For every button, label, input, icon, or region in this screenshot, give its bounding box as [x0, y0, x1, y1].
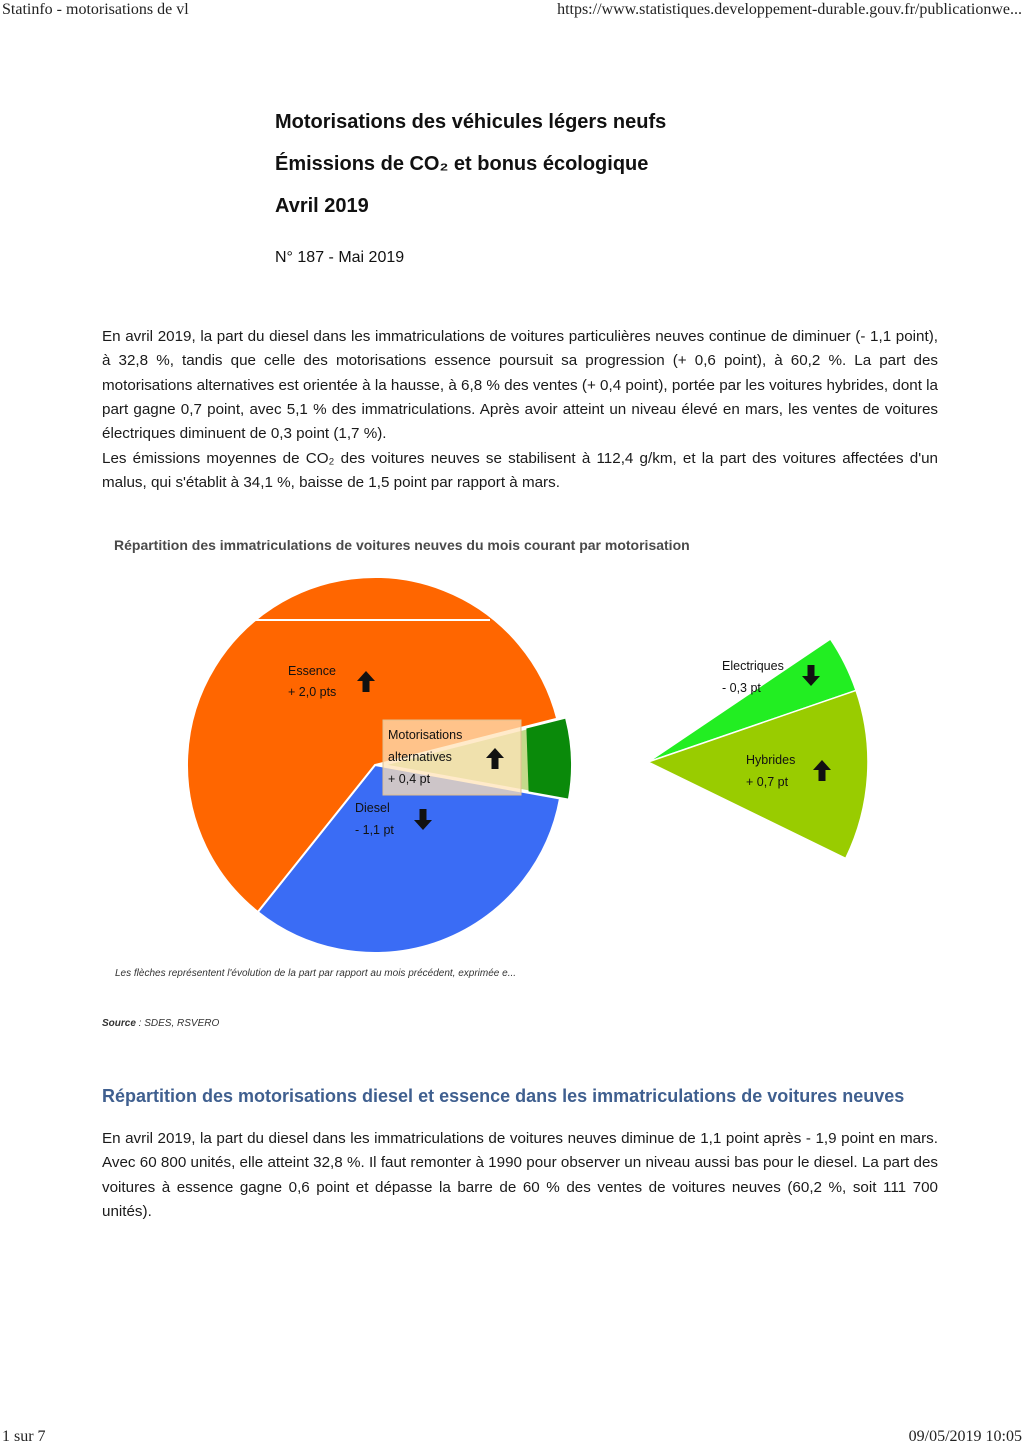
section-paragraph: En avril 2019, la part du diesel dans les immatriculations de voitures neuves diminue de 1,1 point après - 1,9 point en mars. Avec 60 800 unités, elle atteint 32,8 %. Il faut remonter à 1990 pour observer un niveau aussi bas pour le diesel. La part des voitures à essence gagne 0,6 point et dépasse la barre de 60 % des ventes de voitures neuves (60,2 %, soit 111 700 unités).	[102, 1130, 938, 1220]
print-header-title: Statinfo - motorisations de vl	[2, 1, 189, 18]
section-heading: Répartition des motorisations diesel et essence dans les immatriculations de voitures neuves	[102, 1086, 905, 1106]
document-period: Avril 2019	[275, 195, 369, 217]
label-essence-name: Essence	[288, 664, 336, 678]
figure-source	[102, 1018, 219, 1029]
label-alternatives-name-2: alternatives	[388, 750, 452, 764]
motorisation-pie-chart	[0, 560, 1024, 960]
label-hybrides-name: Hybrides	[746, 753, 796, 767]
intro-paragraph-emissions: Les émissions moyennes de CO₂ des voitures neuves se stabilisent à 112,4 g/km, et la part des voitures affectées d'un malus, qui s'établit à 34,1 %, baisse de 1,5 point par rapport à mars.	[102, 450, 938, 492]
label-essence-change: + 2,0 pts	[288, 685, 337, 699]
source-text: : SDES, RSVERO	[135, 1018, 220, 1029]
issue-number: N° 187 - Mai 2019	[275, 249, 405, 266]
figure-note: Les flèches représentent l'évolution de la part par rapport au mois précédent, exprimée e...	[115, 968, 517, 979]
label-electriques-name: Electriques	[722, 659, 784, 673]
document-subtitle: Émissions de CO₂ et bonus écologique	[275, 153, 649, 175]
label-electriques-change: - 0,3 pt	[722, 681, 761, 695]
source-label: Source	[102, 1018, 136, 1029]
document-title-block	[275, 108, 666, 234]
print-footer-page: 1 sur 7	[2, 1428, 46, 1445]
intro-paragraph: En avril 2019, la part du diesel dans les immatriculations de voitures particulières neuves continue de diminuer (- 1,1 point), à 32,8 %, tandis que celle des motorisations essence poursuit sa progression (+ 0,6 point), à 60,2 %. La part des motorisations alternatives est orientée à la hausse, à 6,8 % des ventes (+ 0,4 point), portée par les voitures hybrides, dont la part gagne 0,7 point, avec 5,1 % des immatriculations. Après avoir atteint un niveau élevé en mars, les ventes de voitures électriques diminuent de 0,3 point (1,7 %).	[102, 328, 938, 443]
label-alternatives-change: + 0,4 pt	[388, 772, 431, 786]
label-diesel-name: Diesel	[355, 801, 390, 815]
label-hybrides-change: + 0,7 pt	[746, 775, 789, 789]
print-footer-date: 09/05/2019 10:05	[908, 1428, 1022, 1445]
figure-title: Répartition des immatriculations de voitures neuves du mois courant par motorisation	[114, 537, 690, 553]
label-alternatives-name: Motorisations	[388, 728, 463, 742]
label-diesel-change: - 1,1 pt	[355, 823, 394, 837]
document-title: Motorisations des véhicules légers neufs	[275, 111, 667, 133]
pie-slice-alternatives-band	[526, 719, 571, 799]
print-header-url: https://www.statistiques.developpement-durable.gouv.fr/publicationwe...	[557, 1, 1022, 18]
